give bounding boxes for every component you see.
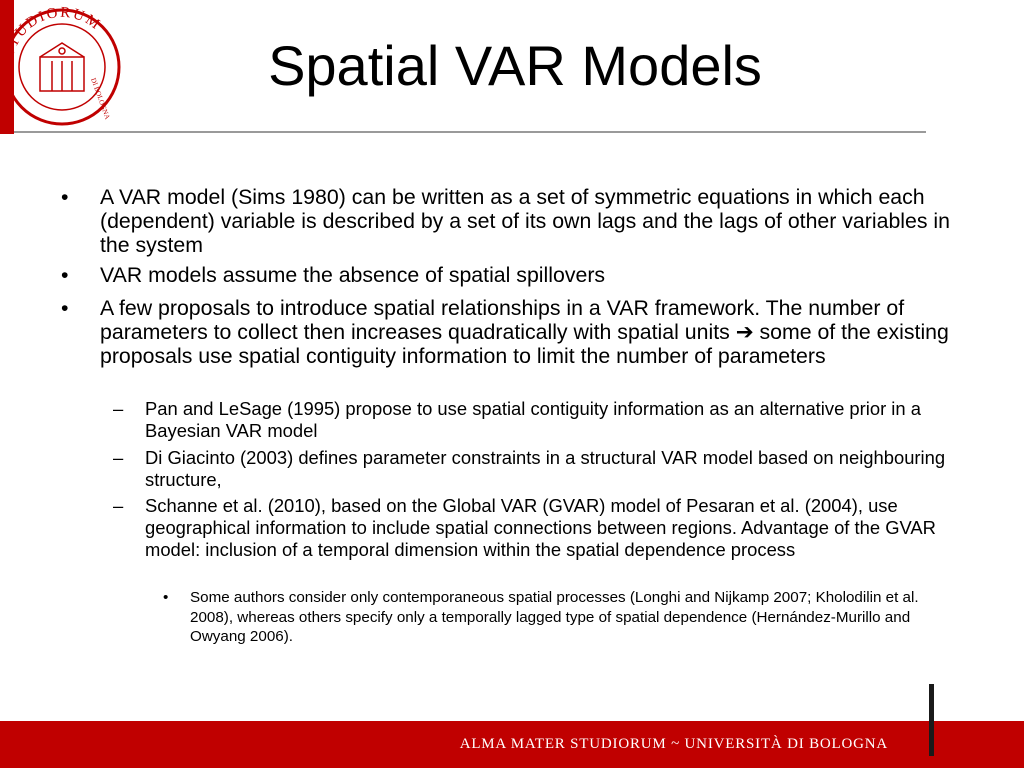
bullet-text: A few proposals to introduce spatial relationships in a VAR framework. The number of parameters to collect then increases quadratically with spatial units (100, 296, 905, 344)
bullet-text: A VAR model (Sims 1980) can be written as a set of symmetric equations in which each (dependent) variable is described by a set of its own lags and the lags of other variables in the system (100, 185, 951, 257)
sub-sub-bullet-text: Some authors consider only contemporaneous spatial processes (Longhi and Nijkamp 2007; Kholodilin et al. 2008), whereas others specify only a temporally lagged type of spatial dependence (Hernández-Murillo and Owyang 2006). (190, 589, 919, 645)
sub-bullet-text: Di Giacinto (2003) defines parameter constraints in a structural VAR model based on neighbouring structure, (145, 447, 946, 490)
bullet-marker: • (61, 296, 69, 320)
sub-bullet-text: Schanne et al. (2010), based on the Global VAR (GVAR) model of Pesaran et al. (2004), use geographical information to include spatial connections between regions. Advantage of the GVAR model: inclusion of a temporal dimension within the spatial dependence process (145, 495, 936, 560)
title-divider (14, 131, 926, 133)
sub-bullet-marker: – (113, 398, 124, 419)
bullet-marker: • (61, 185, 69, 209)
footer-university-name: ALMA MATER STUDIORUM ~ UNIVERSITÀ DI BOLOGNA (459, 736, 888, 752)
footer-band (0, 721, 1024, 768)
sub-bullet-text: Pan and LeSage (1995) propose to use spatial contiguity information as an alternative prior in a Bayesian VAR model (145, 398, 921, 441)
slide-title: Spatial VAR Models (268, 34, 762, 97)
bullet-item (61, 296, 970, 368)
sub-sub-bullet-marker: • (163, 589, 169, 606)
university-seal-logo (0, 5, 124, 129)
bullet-item (61, 185, 970, 257)
svg-text:DI BOLOGNA: DI BOLOGNA (89, 76, 112, 121)
footer-vertical-bar (929, 684, 934, 756)
bullet-text: VAR models assume the absence of spatial spillovers (100, 263, 606, 287)
bullet-marker: • (61, 263, 69, 287)
svg-text:STUDIORUM: STUDIORUM (1, 5, 104, 59)
sub-sub-bullet-item (163, 588, 965, 647)
sub-bullet-item (113, 447, 965, 491)
bullet-item (61, 263, 970, 287)
sub-bullet-marker: – (113, 447, 124, 468)
arrow-right-icon: ➔ (735, 320, 754, 344)
sub-bullet-marker: – (113, 495, 124, 516)
sub-bullet-item (113, 495, 965, 561)
sub-bullet-item (113, 398, 965, 442)
bullet-text: some of the existing proposals use spatial contiguity information to limit the number of parameters (100, 320, 949, 368)
